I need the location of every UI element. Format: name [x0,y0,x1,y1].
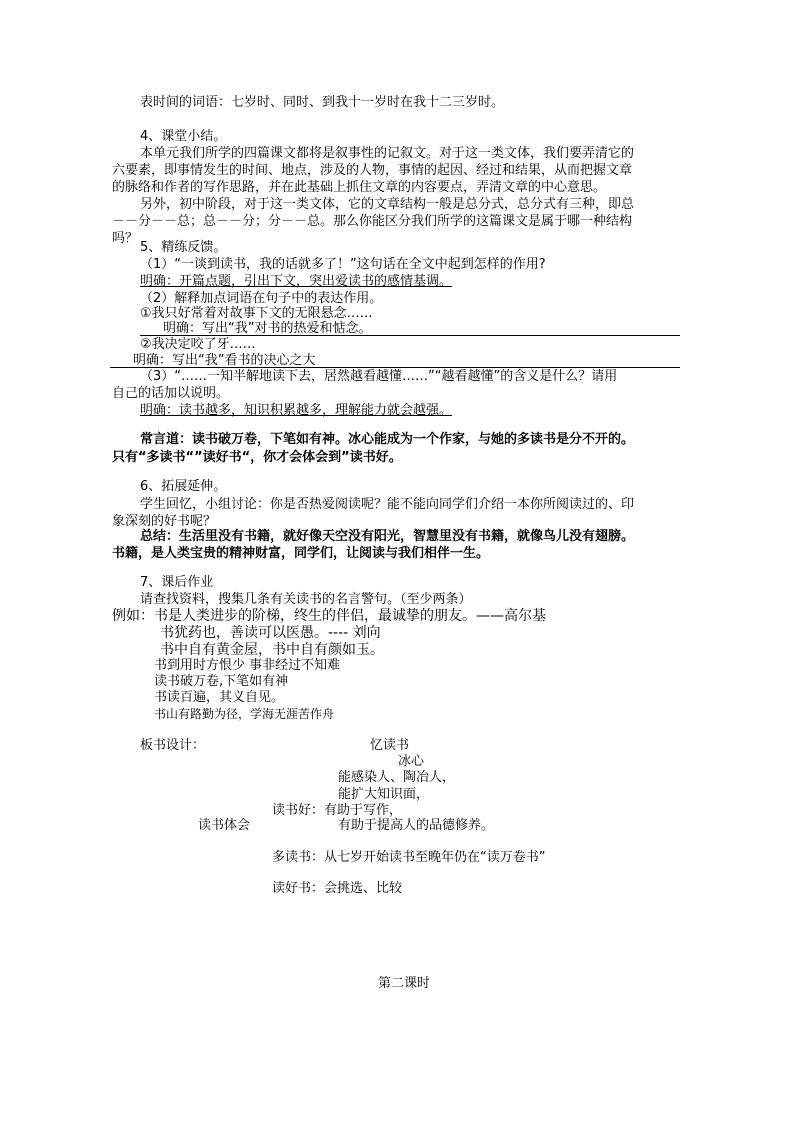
board-line: 能感染人、陶冶人， [338,770,456,785]
paragraph-line: 的脉络和作者的写作思路，并在此基础上抓住文章的内容要点，弄清文章的中心意思。 [112,180,607,195]
question-3: （3）“……一知半解地读下去，居然越看越懂……”“越看越懂”的含义是什么？请用 [140,369,618,384]
saying-line: 常言道：读书破万卷，下笔如有神。冰心能成为一个作家，与她的多读书是分不开的。 [140,432,635,447]
section-5-heading: 5、精练反馈。 [140,240,227,255]
answer-1: 明确：开篇点题，引出下文，突出爱读书的感情基调。 [140,274,453,289]
quote-line: 例如：书是人类进步的阶梯，终生的伴侣，最诚挚的朋友。——高尔基 [112,608,546,624]
quote-line: 书中自有黄金屋，书中自有颜如玉。 [160,642,384,658]
board-line: 能扩大知识面， [338,787,430,802]
section-7-heading: 7、课后作业 [140,575,214,590]
question-2b: ②我决定咬了牙…… [140,337,256,352]
board-line: 读书体会 [198,818,251,833]
question-2a: ①我只好常着对故事下文的无限悬念…… [140,306,373,321]
answer-2a: 明确：写出“我”对书的热爱和惦念。 [163,321,372,336]
answer-2b: 明确：写出“我”看书的决心之大 [133,353,316,368]
paragraph-line: 六要素，即事情发生的时间、地点，涉及的人物，事情的起因、经过和结果，从而把握文章 [112,163,633,178]
time-words-line: 表时间的词语：七岁时、同时、到我十一岁时在我十二三岁时。 [140,95,505,110]
question-2: （2）解释加点词语在句子中的表达作用。 [140,291,383,306]
paragraph-line: 另外，初中阶段，对于这一类文体，它的文章结构一般是总分式，总分式有三种，即总 [140,197,635,212]
section-4-heading: 4、课堂小结。 [140,129,227,144]
quote-line: 读书破万卷,下笔如有神 [154,674,289,689]
question-1: （1）“一谈到读书，我的话就多了！”这句话在全文中起到怎样的作用? [140,257,546,272]
board-line: 读好书：会挑选、比较 [272,881,403,896]
quote-line: 书犹药也，善读可以医愚。---- 刘向 [160,625,381,641]
paragraph-line: 象深刻的好书呢？ [112,514,217,529]
paragraph-line: －－分－－总；总－－分；分－－总。那么你能区分我们所学的这篇课文是属于哪一种结构 [112,214,633,229]
summary-line: 书籍，是人类宝贵的精神财富，同学们，让阅读与我们相伴一生。 [112,546,490,561]
board-author: 冰心 [398,754,425,769]
question-3-cont: 自己的话加以说明。 [112,386,230,401]
next-lesson-heading: 第二课时 [378,976,431,991]
answer-3: 明确：读书越多，知识积累越多，理解能力就会越强。 [140,403,453,418]
board-line: 多读书：从七岁开始读书至晚年仍在“读万卷书” [272,850,546,865]
section-6-heading: 6、拓展延伸。 [140,479,227,494]
summary-line: 总结：生活里没有书籍，就好像天空没有阳光，智慧里没有书籍，就像鸟儿没有翅膀。 [140,529,635,544]
quote-line: 书到用时方恨少 事非经过不知难 [154,658,341,673]
paragraph-line: 学生回忆，小组讨论：你是否热爱阅读呢？能不能向同学们介绍一本你所阅读过的、印 [140,497,635,512]
quote-line: 书读百遍，其义自见。 [154,690,285,705]
board-design-label: 板书设计： [140,738,206,753]
divider-rule [140,335,680,336]
paragraph-line: 本单元我们所学的四篇课文都将是叙事性的记叙文。对于这一类文体，我们要弄清它的 [140,146,635,161]
quote-line: 书山有路勤为径，学海无涯苦作舟 [154,707,335,721]
divider-rule [110,367,680,368]
board-title: 忆读书 [370,738,410,753]
homework-line: 请查找资料，搜集几条有关读书的名言警句。（至少两条） [140,592,472,607]
board-line: 读书好：有助于写作， [272,803,403,818]
paragraph-line: 吗？ [112,231,139,246]
board-line: 有助于提高人的品德修养。 [338,818,495,833]
saying-line: 只有“多读书“”读好书“，你才会体会到”读书好。 [112,450,402,465]
